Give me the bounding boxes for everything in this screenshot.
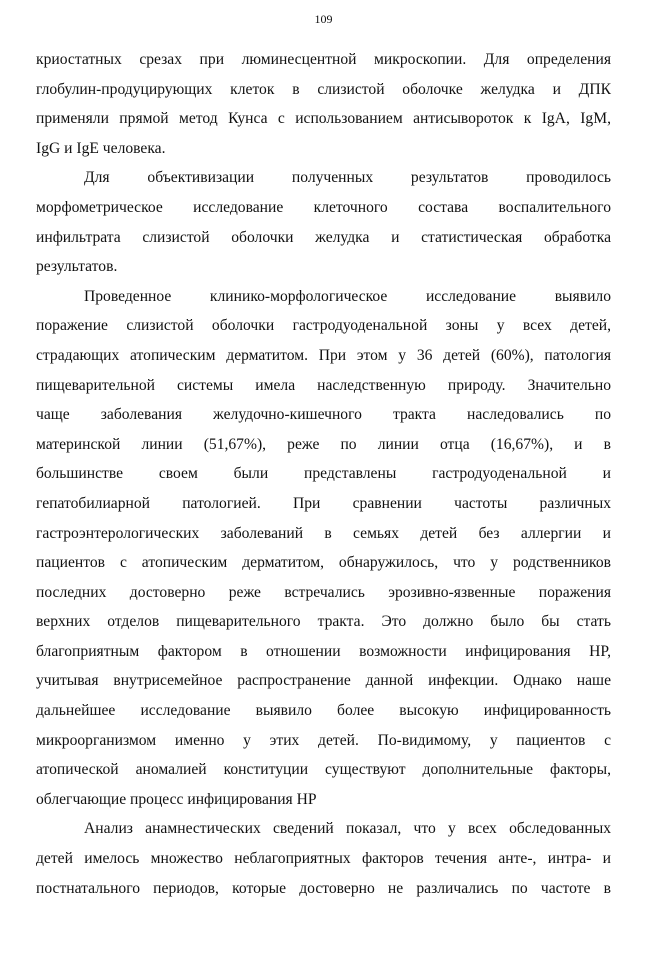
- paragraph: [36, 814, 611, 903]
- page-number: 109: [314, 12, 333, 26]
- text-line: постнатального периодов, которые достоверно не различались по частоте в: [36, 879, 611, 897]
- text-line: верхних отделов пищеварительного тракта. Это должно было бы стать: [36, 613, 611, 631]
- text-line: микроорганизмом именно у этих детей. По-видимому, у пациентов с: [36, 731, 611, 749]
- text-line: IgG и IgE человека.: [36, 139, 166, 157]
- text-line: Анализ анамнестических сведений показал, что у всех обследованных: [84, 820, 611, 838]
- text-line: учитывая внутрисемейное распространение данной инфекции. Однако наше: [36, 672, 611, 690]
- text-line: пищеварительной системы имела наследственную природу. Значительно: [36, 376, 611, 394]
- document-body: [36, 45, 611, 903]
- text-line: дальнейшее исследование выявило более высокую инфицированность: [36, 702, 611, 720]
- text-line: криостатных срезах при люминесцентной микроскопии. Для определения: [36, 51, 611, 68]
- paragraph: [36, 45, 611, 163]
- text-line: применяли прямой метод Кунса с использованием антисывороток к IgA, IgM,: [36, 110, 611, 128]
- text-line: страдающих атопическим дерматитом. При этом у 36 детей (60%), патология: [36, 346, 611, 364]
- text-line: облегчающие процесс инфицирования НР: [36, 790, 317, 808]
- text-line: гепатобилиарной патологией. При сравнении частоты различных: [36, 494, 611, 512]
- text-line: инфильтрата слизистой оболочки желудка и статистическая обработка: [36, 228, 611, 246]
- text-line: результатов.: [36, 258, 118, 276]
- text-line: поражение слизистой оболочки гастродуоденальной зоны у всех детей,: [36, 317, 611, 335]
- text-line: материнской линии (51,67%), реже по линии отца (16,67%), и в: [36, 435, 611, 453]
- text-line: благоприятным фактором в отношении возможности инфицирования НР,: [36, 642, 611, 660]
- text-line: гастроэнтерологических заболеваний в семьях детей без аллергии и: [36, 524, 611, 542]
- text-line: пациентов с атопическим дерматитом, обнаружилось, что у родственников: [36, 554, 611, 572]
- text-line: детей имелось множество неблагоприятных факторов течения анте-, интра- и: [36, 850, 611, 868]
- text-line: Для объективизации полученных результатов проводилось: [84, 169, 611, 187]
- text-line: последних достоверно реже встречались эрозивно-язвенные поражения: [36, 583, 611, 601]
- text-line: атопической аномалией конституции существуют дополнительные факторы,: [36, 761, 611, 779]
- text-line: большинстве своем были представлены гастродуоденальной и: [36, 465, 611, 483]
- text-line: чаще заболевания желудочно-кишечного тракта наследовались по: [36, 406, 611, 424]
- paragraph: [36, 282, 611, 815]
- paragraph: [36, 163, 611, 281]
- text-line: Проведенное клинико-морфологическое исследование выявило: [84, 287, 611, 305]
- text-line: морфометрическое исследование клеточного состава воспалительного: [36, 198, 611, 216]
- text-line: глобулин-продуцирующих клеток в слизистой оболочке желудка и ДПК: [36, 80, 611, 98]
